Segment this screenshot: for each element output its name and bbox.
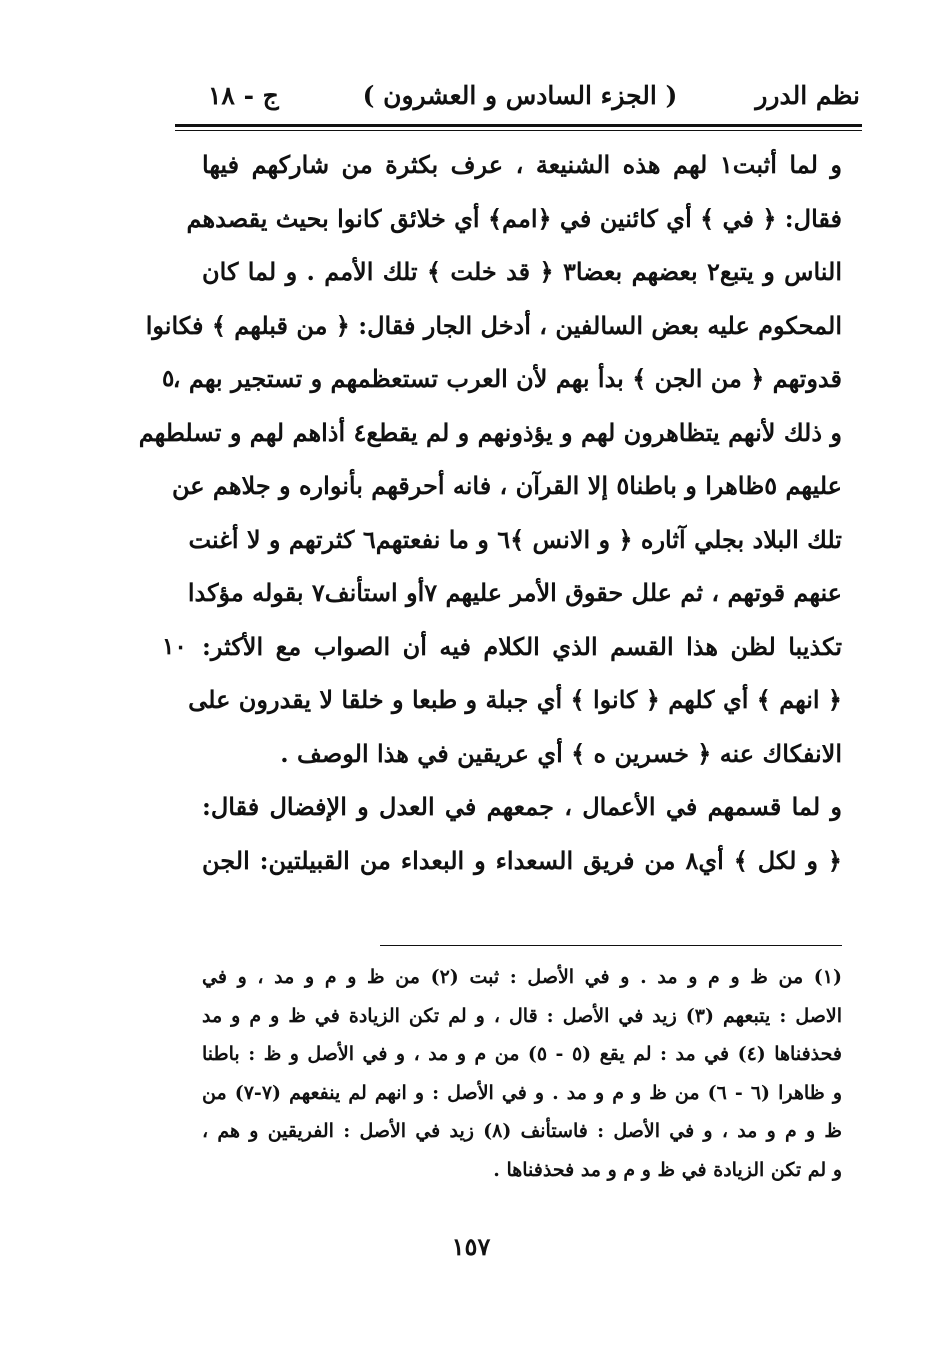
footnote-line: و ظاهرا (٦ - ٦) من ظ و م و مد . و في الأصل : و انهم لم ينفعهم (٧-٧) من xyxy=(202,1081,843,1104)
text-line-content: الناس و يتبع٢ بعضهم بعضا٣ ﴿ قد خلت ﴾ تلك الأمم . و لما كان xyxy=(202,257,842,286)
text-line xyxy=(202,834,842,888)
text-line xyxy=(162,620,842,674)
text-line-content: و لما أثبت١ لهم هذه الشنيعة ، عرف بكثرة من شاركهم فيها xyxy=(202,150,842,179)
text-line xyxy=(186,192,842,246)
text-line-content: فقال: ﴿ في ﴾ أي كائنين في ﴿امم﴾ أي خلائق كانوا بحيث يقصدهم xyxy=(186,203,842,233)
text-line xyxy=(187,566,842,620)
header-rule-thin xyxy=(175,130,862,131)
text-line-content: و ذلك لأنهم يتظاهرون لهم و يؤذونهم و لم يقطع٤ أذاهم لهم و تسلطهم xyxy=(138,417,842,447)
text-line-content: و لما قسمهم في الأعمال ، جمعهم في العدل و الإفضال فقال: xyxy=(202,792,842,821)
header-rule-thick xyxy=(175,124,862,127)
running-header xyxy=(180,74,860,118)
footnote-line: (١) من ظ و م و مد . و في الأصل : ثبت (٢) من ظ و م و مد ، و في xyxy=(202,966,842,988)
text-line-content: الانفكاك عنه ﴿ خسرين ه ﴾ أي عريقين في هذا الوصف . xyxy=(280,738,842,768)
footnote-line: و لم تكن الزيادة في ظ و م و مد فحذفناها . xyxy=(493,1158,842,1181)
text-line xyxy=(145,299,842,353)
text-line-content: عليهم ٥ظاهرا و باطنا٥ إلا القرآن ، فانه أحرقهم بأنواره و جلاهم عن xyxy=(171,471,842,500)
text-line xyxy=(202,727,842,781)
text-line xyxy=(171,459,842,513)
line-number: ١٠ xyxy=(162,632,187,660)
text-line-content: عنهم قوتهم ، ثم علل حقوق الأمر عليهم ٧أو استأنف٧ بقوله مؤكدا xyxy=(187,578,842,607)
main-text xyxy=(138,138,842,887)
text-line xyxy=(188,513,842,567)
footnote-separator xyxy=(380,945,842,946)
text-line xyxy=(138,406,842,460)
footnote-line: الاصل : يتبعهم (٣) زيد في الأصل : قال ، و لم تكن الزيادة في ظ و م و مد xyxy=(202,1004,843,1027)
text-line-content: قدوتهم ﴿ من الجن ﴾ بدأ بهم لأن العرب تستعظمهم و تستجير بهم ، xyxy=(172,364,842,393)
book-title: نظم الدرر xyxy=(755,81,860,110)
footnote-line: ظ و م و مد ، و في الأصل : فاستأنف (٨) زيد في الأصل : الفريقين و هم ، xyxy=(202,1120,842,1142)
page-number: ١٥٧ xyxy=(451,1232,491,1261)
text-line-content: ﴿ انهم ﴾ أي كلهم ﴿ كانوا ﴾ أي جبلة و طبعا و خلقا لا يقدرون على xyxy=(188,685,842,714)
volume-number: ج - ١٨ xyxy=(208,81,279,110)
footnote-line: فحذفناها (٤) في مد : لم يقع (٥ - ٥) من م و مد ، و في الأصل و ظ : باطنا xyxy=(202,1043,842,1065)
text-line xyxy=(202,245,842,299)
part-title: ( الجزء السادس و العشرون ) xyxy=(362,81,678,110)
text-line-content: المحكوم عليه بعض السالفين ، أدخل الجار فقال: ﴿ من قبلهم ﴾ فكانوا xyxy=(145,310,842,340)
footnotes xyxy=(202,958,842,1189)
text-line xyxy=(188,673,842,727)
text-line xyxy=(202,780,842,834)
line-number: ٥ xyxy=(162,365,175,392)
text-line-content: ﴿ و لكل ﴾ أي٨ من فريق السعداء و البعداء من القبيلتين: الجن xyxy=(202,845,842,875)
text-line xyxy=(202,138,842,192)
text-line-content: تلك البلاد بجلي آثاره ﴿ و الانس ﴾٦ و ما نفعتهم٦ كثرتهم و لا أغنت xyxy=(188,524,842,554)
text-line-content: تكذيبا لظن هذا القسم الذي الكلام فيه أن الصواب مع الأكثر: xyxy=(202,631,842,661)
text-line xyxy=(162,352,842,406)
